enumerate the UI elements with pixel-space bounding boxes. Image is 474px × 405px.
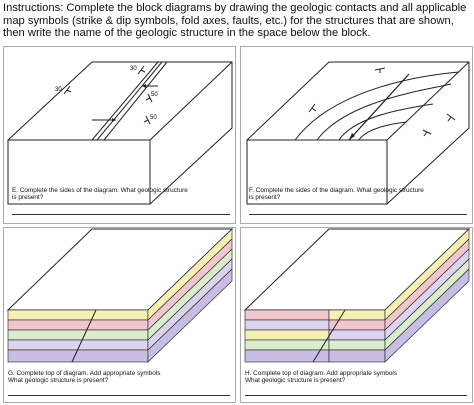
answer-line-e (12, 214, 230, 215)
dip-label-2: 30 (130, 66, 137, 72)
answer-line-f (249, 214, 467, 215)
caption-f: F. Complete the sides of the diagram. What geologic structure is present? (249, 187, 424, 202)
caption-h: H. Complete top of diagram. Add appropriate symbols What geologic structure is present? (245, 370, 398, 385)
instructions-text: Instructions: Complete the block diagrams by drawing the geologic contacts and all applicable map symbols (strike & dip symbols, fold axes, faults, etc.) for the structures that are shown, then write the name of the geologic structure in the space below the block. (3, 2, 467, 39)
panel-e (0, 44, 237, 227)
answer-line-g (8, 395, 230, 396)
dip-label-4: 50 (150, 115, 157, 121)
caption-g: G. Complete top of diagram. Add appropriate symbols What geologic structure is present? (8, 370, 161, 385)
caption-e: E. Complete the sides of the diagram. What geologic structure is present? (12, 187, 188, 202)
panel-f (237, 44, 474, 227)
dip-label-1: 30 (55, 87, 62, 93)
panel-h (237, 227, 474, 405)
answer-line-h (245, 395, 467, 396)
dip-label-3: 50 (151, 92, 158, 98)
panel-g (0, 227, 237, 405)
